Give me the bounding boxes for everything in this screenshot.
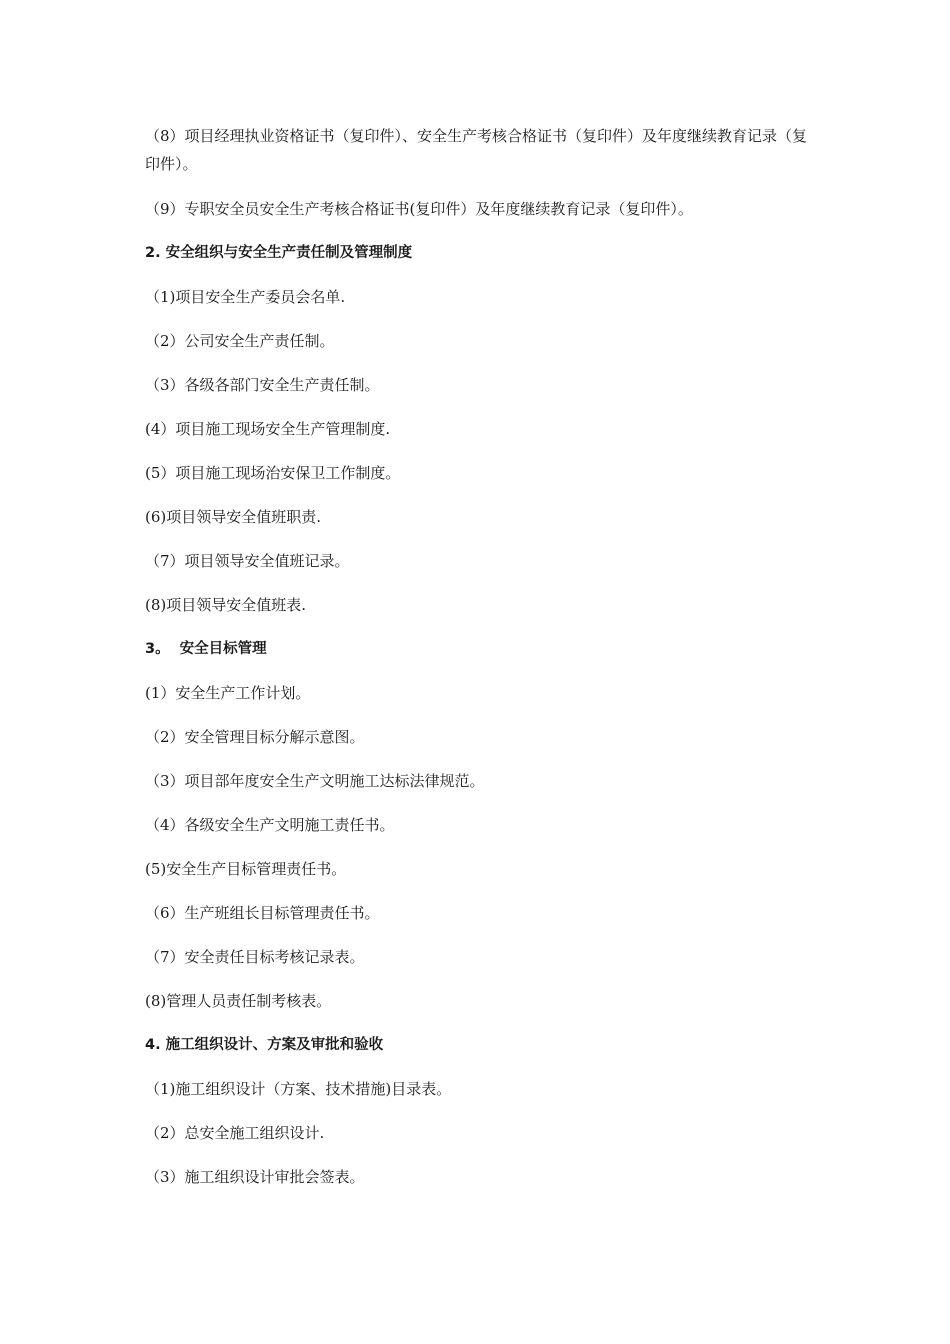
section-3-item-8: (8)管理人员责任制考核表。 xyxy=(145,992,332,1010)
section-3-item-6: （6）生产班组长目标管理责任书。 xyxy=(145,904,380,922)
section-3-item-7: （7）安全责任目标考核记录表。 xyxy=(145,948,365,966)
section-2-heading: 2. 安全组织与安全生产责任制及管理制度 xyxy=(145,245,413,261)
section-2-item-8: (8)项目领导安全值班表. xyxy=(145,596,307,614)
item-9-safety-officer-certificate: （9）专职安全员安全生产考核合格证书(复印件）及年度继续教育记录（复印件）。 xyxy=(145,200,693,218)
section-2-item-7: （7）项目领导安全值班记录。 xyxy=(145,552,350,570)
section-4-item-1: （1)施工组织设计（方案、技术措施)目录表。 xyxy=(145,1080,452,1098)
section-2-item-2: （2）公司安全生产责任制。 xyxy=(145,332,335,350)
section-4-item-2: （2）总安全施工组织设计. xyxy=(145,1124,325,1142)
section-3-item-2: （2）安全管理目标分解示意图。 xyxy=(145,728,365,746)
section-2-item-6: (6)项目领导安全值班职责. xyxy=(145,508,322,526)
section-3-item-3: （3）项目部年度安全生产文明施工达标法律规范。 xyxy=(145,772,485,790)
item-8-qualification-certificates: （8）项目经理执业资格证书（复印件）、安全生产考核合格证书（复印件）及年度继续教育记录（复印件）。 xyxy=(145,127,808,173)
section-2-item-4: (4）项目施工现场安全生产管理制度. xyxy=(145,420,391,438)
section-3-item-5: (5)安全生产目标管理责任书。 xyxy=(145,860,347,878)
section-4-heading: 4. 施工组织设计、方案及审批和验收 xyxy=(145,1037,384,1053)
section-2-item-3: （3）各级各部门安全生产责任制。 xyxy=(145,376,380,394)
section-3-item-4: （4）各级安全生产文明施工责任书。 xyxy=(145,816,395,834)
section-2-item-1: （1)项目安全生产委员会名单. xyxy=(145,288,346,306)
section-3-heading: 3。 安全目标管理 xyxy=(145,641,267,657)
section-2-item-5: (5）项目施工现场治安保卫工作制度。 xyxy=(145,464,401,482)
section-3-item-1: (1）安全生产工作计划。 xyxy=(145,684,311,702)
section-4-item-3: （3）施工组织设计审批会签表。 xyxy=(145,1168,365,1186)
